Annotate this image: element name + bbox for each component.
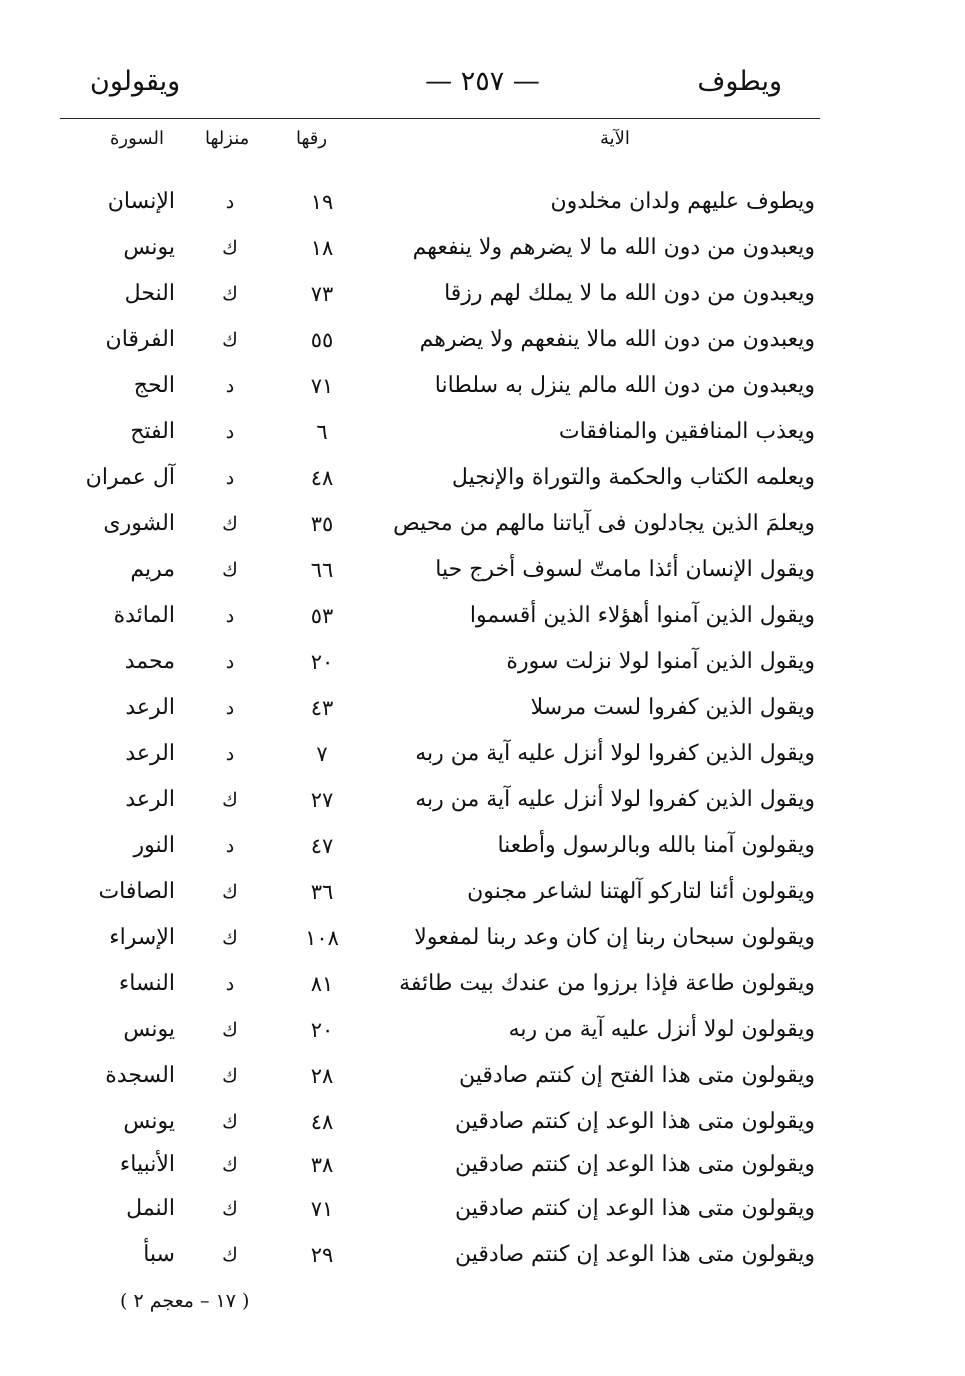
aya-text: ويقولون متى هذا الوعد إن كنتم صادقين xyxy=(454,1152,815,1177)
aya-number: ٦٦ xyxy=(310,558,334,582)
revelation-place: ك xyxy=(222,559,238,581)
aya-number: ٧١ xyxy=(310,374,334,398)
aya-text: ويعبدون من دون الله مالا ينفعهم ولا يضرهم xyxy=(419,327,815,352)
aya-number: ٤٣ xyxy=(310,696,334,720)
aya-number: ٥٥ xyxy=(310,328,334,352)
sura-name: الحج xyxy=(133,373,175,398)
table-row xyxy=(0,872,965,912)
sura-name: الإنسان xyxy=(107,189,175,214)
table-row xyxy=(0,1235,965,1275)
revelation-place: د xyxy=(225,973,235,995)
aya-number: ٢٠ xyxy=(310,650,334,674)
table-row xyxy=(0,1056,965,1096)
table-row xyxy=(0,1189,965,1229)
aya-text: ويعبدون من دون الله ما لا يضرهم ولا ينفعهم xyxy=(412,235,815,260)
revelation-place: د xyxy=(225,743,235,765)
sura-name: الرعد xyxy=(125,787,175,812)
sura-name: آل عمران xyxy=(85,465,175,490)
aya-number: ٢٨ xyxy=(310,1064,334,1088)
table-row xyxy=(0,964,965,1004)
sura-name: يونس xyxy=(123,235,175,260)
sura-name: الصافات xyxy=(98,879,175,904)
revelation-place: ك xyxy=(222,881,238,903)
aya-text: ويقولون متى هذا الوعد إن كنتم صادقين xyxy=(454,1109,815,1134)
aya-number: ٢٠ xyxy=(310,1018,334,1042)
sura-name: الشورى xyxy=(103,511,175,536)
signature-mark: ( ١٧ – معجم ٢ ) xyxy=(120,1290,250,1312)
sura-name: الفتح xyxy=(130,419,175,444)
sura-name: مريم xyxy=(130,557,175,582)
table-row xyxy=(0,458,965,498)
sura-name: النور xyxy=(133,833,175,858)
aya-number: ٧١ xyxy=(310,1197,334,1221)
column-header-place: منزلها xyxy=(205,128,250,149)
aya-text: ويقول الذين كفروا لولا أنزل عليه آية من ربه xyxy=(415,787,815,812)
sura-name: النحل xyxy=(124,281,175,306)
revelation-place: د xyxy=(225,651,235,673)
sura-name: الأنبياء xyxy=(119,1152,175,1177)
revelation-place: ك xyxy=(222,1019,238,1041)
aya-text: ويقولون متى هذا الوعد إن كنتم صادقين xyxy=(454,1196,815,1221)
table-row xyxy=(0,320,965,360)
aya-text: ويقول الذين آمنوا لولا نزلت سورة xyxy=(506,649,815,674)
running-head-last-word: ويقولون xyxy=(90,66,181,97)
table-row xyxy=(0,1102,965,1142)
aya-number: ٥٣ xyxy=(310,604,334,628)
revelation-place: ك xyxy=(222,789,238,811)
aya-number: ١٨ xyxy=(310,236,334,260)
revelation-place: ك xyxy=(222,927,238,949)
table-row xyxy=(0,504,965,544)
table-row xyxy=(0,182,965,222)
running-head-first-word: ويطوف xyxy=(697,66,782,97)
revelation-place: د xyxy=(225,835,235,857)
aya-text: ويعبدون من دون الله مالم ينزل به سلطانا xyxy=(434,373,815,398)
sura-name: النساء xyxy=(118,971,175,996)
aya-text: ويعلمه الكتاب والحكمة والتوراة والإنجيل xyxy=(451,465,815,490)
aya-number: ٢٧ xyxy=(310,788,334,812)
sura-name: محمد xyxy=(124,649,175,674)
sura-name: الفرقان xyxy=(105,327,175,352)
table-row xyxy=(0,274,965,314)
revelation-place: د xyxy=(225,421,235,443)
aya-text: ويقولون متى هذا الوعد إن كنتم صادقين xyxy=(454,1242,815,1267)
aya-text: ويقولون طاعة فإذا برزوا من عندك بيت طائفة xyxy=(399,971,815,996)
table-row xyxy=(0,1145,965,1185)
aya-number: ٦ xyxy=(316,420,328,444)
aya-number: ٢٩ xyxy=(310,1243,334,1267)
column-header-aya: الآية xyxy=(600,128,630,149)
revelation-place: د xyxy=(225,605,235,627)
table-row xyxy=(0,366,965,406)
sura-name: يونس xyxy=(123,1109,175,1134)
sura-name: يونس xyxy=(123,1017,175,1042)
revelation-place: ك xyxy=(222,283,238,305)
aya-number: ٣٨ xyxy=(310,1153,334,1177)
aya-text: ويطوف عليهم ولدان مخلدون xyxy=(550,189,815,214)
revelation-place: ك xyxy=(222,1065,238,1087)
revelation-place: ك xyxy=(222,1154,238,1176)
column-header-number: رقها xyxy=(296,128,328,149)
sura-name: الرعد xyxy=(125,695,175,720)
aya-text: ويعلمَ الذين يجادلون فى آياتنا مالهم من محيص xyxy=(393,511,815,536)
aya-number: ٤٨ xyxy=(310,1110,334,1134)
table-row xyxy=(0,826,965,866)
aya-text: ويقولون آمنا بالله وبالرسول وأطعنا xyxy=(497,833,815,858)
aya-number: ٧٣ xyxy=(310,282,334,306)
aya-number: ١٩ xyxy=(310,190,334,214)
aya-number: ٣٥ xyxy=(310,512,334,536)
aya-number: ٧ xyxy=(316,742,328,766)
page-number: — ٢٥٧ — xyxy=(425,66,540,97)
aya-text: ويقولون أئنا لتاركو آلهتنا لشاعر مجنون xyxy=(467,879,815,904)
table-row xyxy=(0,734,965,774)
sura-name: النمل xyxy=(126,1196,175,1221)
column-header-sura: السورة xyxy=(110,128,164,149)
revelation-place: د xyxy=(225,697,235,719)
revelation-place: ك xyxy=(222,1111,238,1133)
aya-text: ويقول الذين آمنوا أهؤلاء الذين أقسموا xyxy=(469,603,815,628)
aya-number: ١٠٨ xyxy=(305,926,339,950)
sura-name: الإسراء xyxy=(109,925,175,950)
revelation-place: ك xyxy=(222,237,238,259)
aya-number: ٨١ xyxy=(310,972,334,996)
aya-text: ويقولون لولا أنزل عليه آية من ربه xyxy=(508,1017,815,1042)
revelation-place: د xyxy=(225,375,235,397)
table-row xyxy=(0,780,965,820)
table-row xyxy=(0,412,965,452)
table-row xyxy=(0,918,965,958)
aya-text: ويقول الذين كفروا لولا أنزل عليه آية من ربه xyxy=(415,741,815,766)
aya-text: ويقولون متى هذا الفتح إن كنتم صادقين xyxy=(459,1063,815,1088)
aya-number: ٣٦ xyxy=(310,880,334,904)
aya-text: ويعبدون من دون الله ما لا يملك لهم رزقا xyxy=(444,281,815,306)
revelation-place: د xyxy=(225,191,235,213)
table-row xyxy=(0,228,965,268)
header-rule xyxy=(60,118,820,119)
table-row xyxy=(0,642,965,682)
aya-number: ٤٧ xyxy=(310,834,334,858)
aya-text: ويقول الإنسان أئذا مامتّ لسوف أخرج حيا xyxy=(435,557,815,582)
aya-text: ويقولون سبحان ربنا إن كان وعد ربنا لمفعولا xyxy=(414,925,815,950)
aya-text: ويقول الذين كفروا لست مرسلا xyxy=(530,695,815,720)
table-row xyxy=(0,688,965,728)
revelation-place: ك xyxy=(222,1244,238,1266)
aya-text: ويعذب المنافقين والمنافقات xyxy=(558,419,815,444)
aya-number: ٤٨ xyxy=(310,466,334,490)
sura-name: سبأ xyxy=(143,1242,175,1267)
sura-name: السجدة xyxy=(105,1063,175,1088)
table-row xyxy=(0,550,965,590)
table-row xyxy=(0,1010,965,1050)
table-row xyxy=(0,596,965,636)
revelation-place: د xyxy=(225,467,235,489)
sura-name: المائدة xyxy=(113,603,175,628)
revelation-place: ك xyxy=(222,513,238,535)
revelation-place: ك xyxy=(222,329,238,351)
sura-name: الرعد xyxy=(125,741,175,766)
revelation-place: ك xyxy=(222,1198,238,1220)
